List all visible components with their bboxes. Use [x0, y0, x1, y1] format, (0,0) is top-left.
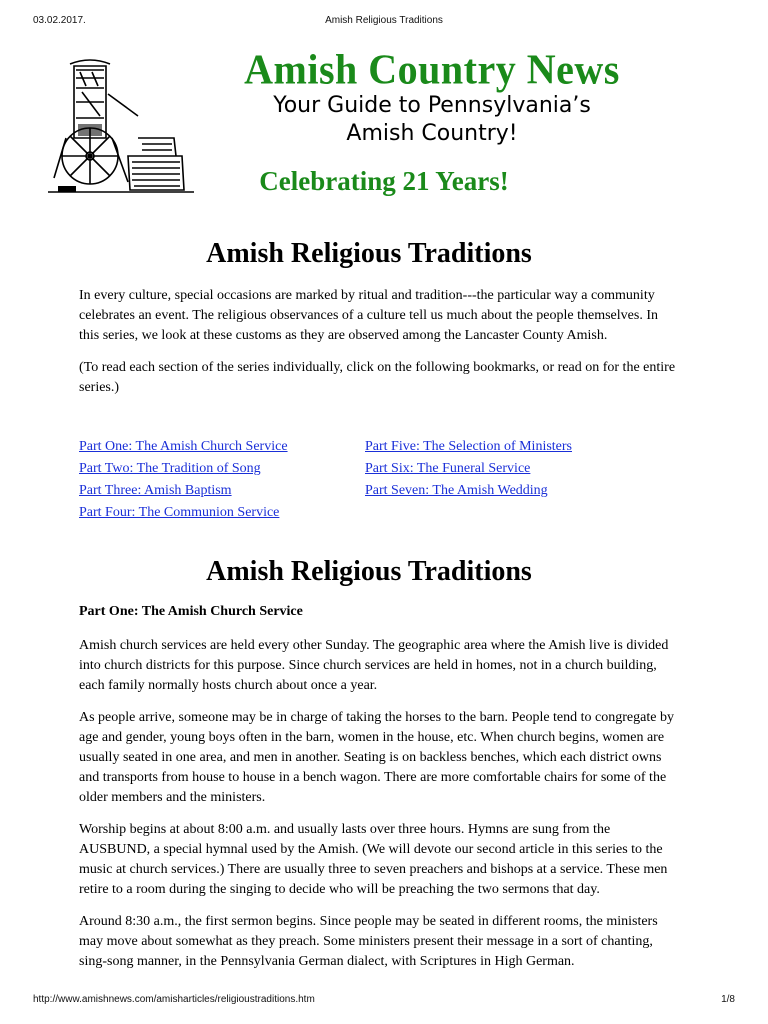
- article-heading: Amish Religious Traditions: [206, 238, 532, 269]
- tagline-line-2: Amish Country!: [346, 121, 518, 146]
- toc-link-part-seven[interactable]: Part Seven: The Amish Wedding: [365, 483, 548, 498]
- article-content: [79, 236, 679, 972]
- toc-link-part-one[interactable]: Part One: The Amish Church Service: [79, 439, 288, 454]
- toc-link-part-four[interactable]: Part Four: The Communion Service: [79, 505, 280, 520]
- body-paragraph-3: Worship begins at about 8:00 a.m. and usually lasts over three hours. Hymns are sung from the AUSBUND, a special hymnal used by the Amish. (We will devote our second article in this series to the music at church services.) There are usually three to seven preachers and bishops at a service. These men retire to a room during the singing to decide who will be preaching the two sermons that day.: [79, 822, 668, 897]
- toc-column-right: [365, 436, 651, 524]
- print-header: [0, 15, 768, 31]
- intro-paragraph: In every culture, special occasions are marked by ritual and tradition---the particular way a community celebrates an event. The religious observances of a culture tell us much about the people themselves. In this series, we look at these customs as they are observed among the Lancaster County Amish.: [79, 288, 658, 343]
- body-paragraph-4: Around 8:30 a.m., the first sermon begins. Since people may be seated in different rooms, the ministers may move about somewhat as they preach. Some ministers present their message in a sort of chanting, sing-song manner, in the Pennsylvania German dialect, with Scriptures in High German.: [79, 914, 658, 969]
- toc-link-part-two[interactable]: Part Two: The Tradition of Song: [79, 461, 261, 476]
- bookmark-note: (To read each section of the series individually, click on the following bookmarks, or read on for the entire series.): [79, 360, 676, 395]
- tagline-line-1: Your Guide to Pennsylvania’s: [273, 93, 591, 118]
- masthead: [212, 45, 652, 148]
- print-title: Amish Religious Traditions: [325, 15, 443, 26]
- print-footer: [0, 994, 768, 1010]
- page-number: 1/8: [721, 994, 735, 1005]
- toc-link-part-six[interactable]: Part Six: The Funeral Service: [365, 461, 531, 476]
- site-brand-title: Amish Country News: [244, 45, 620, 94]
- body-paragraph-1: Amish church services are held every other Sunday. The geographic area where the Amish live is divided into church districts for this purpose. Since church services are held in homes, not in a church building, each family normally hosts church about once a year.: [79, 638, 669, 693]
- print-date: 03.02.2017.: [33, 15, 86, 26]
- table-of-contents: [79, 436, 679, 524]
- celebrating-banner: Celebrating 21 Years!: [259, 166, 509, 196]
- toc-link-part-three[interactable]: Part Three: Amish Baptism: [79, 483, 232, 498]
- toc-column-left: [79, 436, 365, 524]
- part-one-heading: Part One: The Amish Church Service: [79, 604, 303, 619]
- page-url: http://www.amishnews.com/amisharticles/religioustraditions.htm: [33, 994, 315, 1005]
- toc-link-part-five[interactable]: Part Five: The Selection of Ministers: [365, 439, 572, 454]
- section-heading: Amish Religious Traditions: [206, 556, 532, 587]
- body-paragraph-2: As people arrive, someone may be in charge of taking the horses to the barn. People tend to congregate by age and gender, young boys often in the barn, women in the house, etc. When church begins, women are usually seated in one area, and men in another. Seating is on backless benches, which each district owns and transports from house to house in a bench wagon. There are more comfortable chairs for some of the older members and the ministers.: [79, 710, 674, 805]
